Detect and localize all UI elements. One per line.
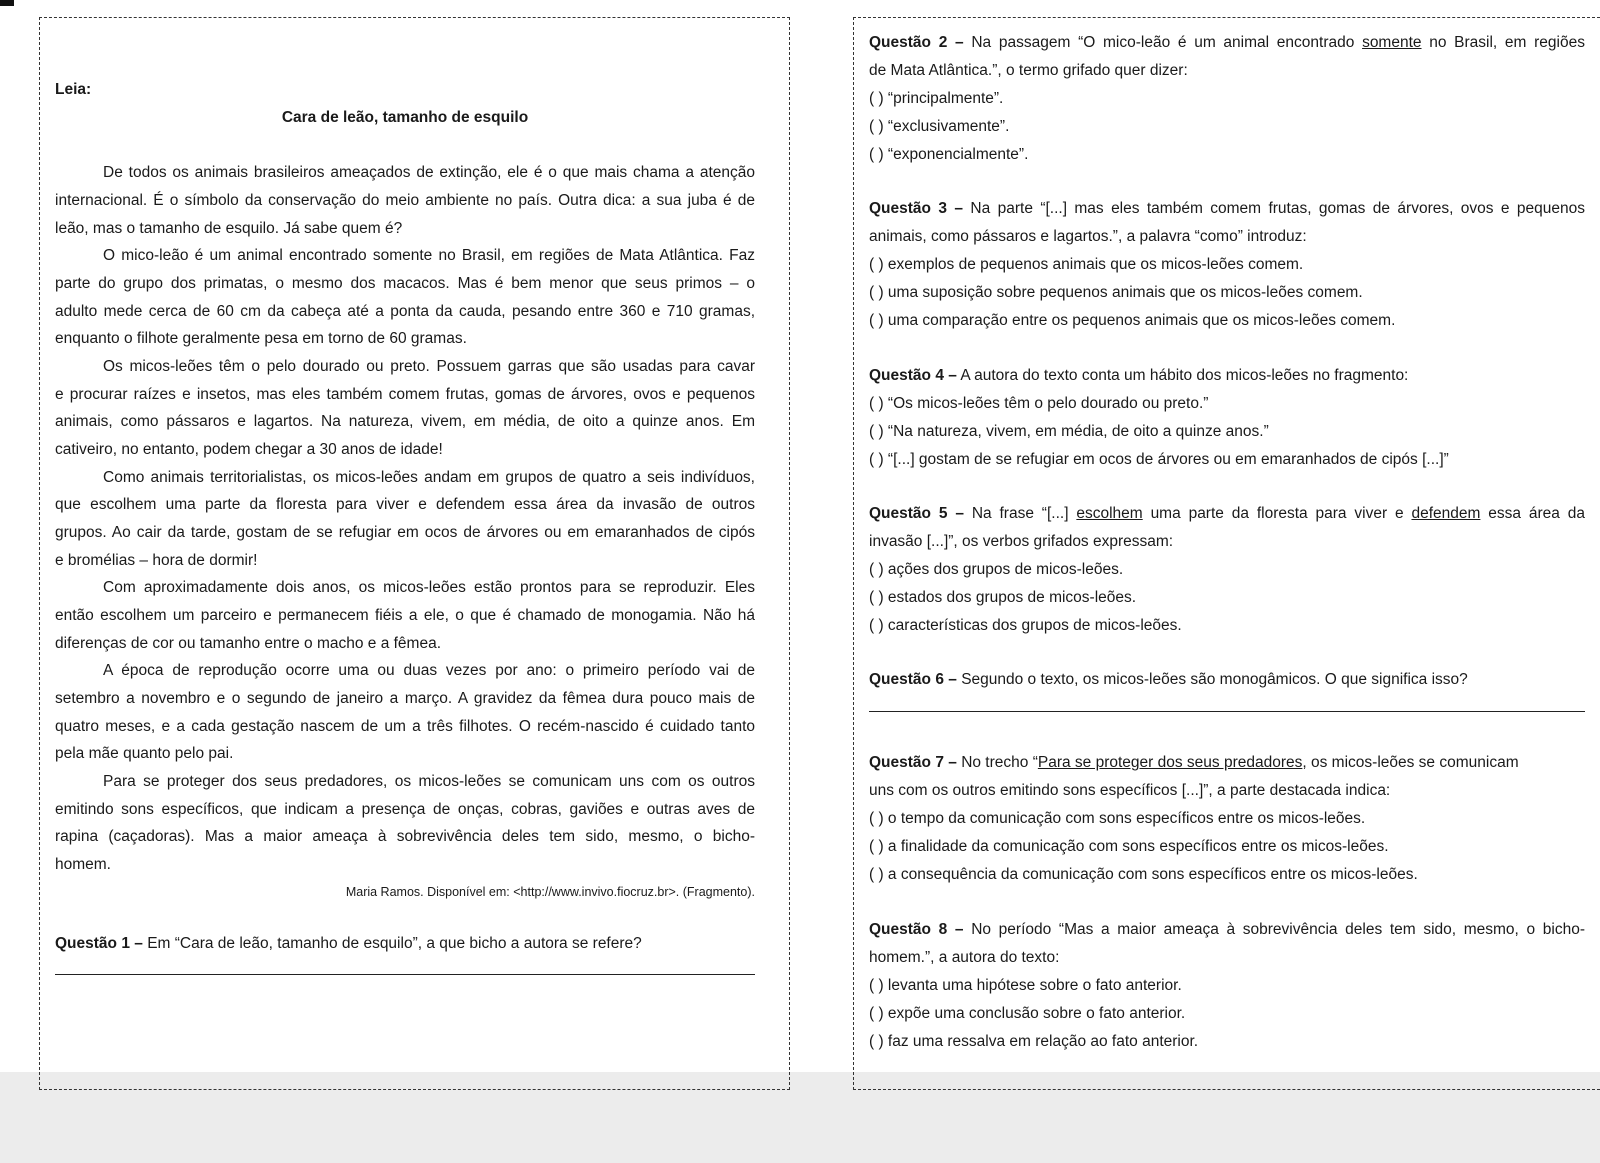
answer-option[interactable]: ( ) faz uma ressalva em relação ao fato anterior. <box>869 1033 1199 1050</box>
answer-option[interactable]: ( ) características dos grupos de micos-leões. <box>869 617 1182 634</box>
question-8 <box>869 920 1585 940</box>
answer-option[interactable]: ( ) “exponencialmente”. <box>869 146 1029 163</box>
paragraph-line: parte do grupo dos primatas, o mesmo dos macacos. Mas é bem menor que seus primos – o <box>55 275 755 292</box>
question-text: de Mata Atlântica.”, o termo grifado quer dizer: <box>869 62 1188 79</box>
question-text: uns com os outros emitindo sons específicos [...]”, a parte destacada indica: <box>869 782 1391 799</box>
answer-option[interactable]: ( ) “principalmente”. <box>869 90 1004 107</box>
question-text: animais, como pássaros e lagartos.”, a palavra “como” introduz: <box>869 228 1307 245</box>
paragraph-line: A época de reprodução ocorre uma ou duas vezes por ano: o primeiro período vai de <box>103 662 755 679</box>
question-text: , os micos-leões se comunicam <box>1302 754 1519 771</box>
answer-option[interactable]: ( ) a consequência da comunicação com sons específicos entre os micos-leões. <box>869 866 1418 883</box>
paragraph-line: diferenças de cor ou tamanho entre o macho e a fêmea. <box>55 635 442 652</box>
question-label: Questão 8 – <box>869 921 964 938</box>
answer-option[interactable]: ( ) o tempo da comunicação com sons específicos entre os micos-leões. <box>869 810 1366 827</box>
paragraph-line: internacional. É o símbolo da conservação do meio ambiente no país. Outra dica: a sua juba é de <box>55 192 755 209</box>
paragraph-line: quatro meses, e a cada gestação nascem de um a três filhotes. O recém-nascido é cuidado tanto <box>55 718 755 735</box>
question-label: Questão 4 – <box>869 367 957 384</box>
answer-option[interactable]: ( ) “[...] gostam de se refugiar em ocos de árvores ou em emaranhados de cipós [...]” <box>869 451 1449 468</box>
question-text: A autora do texto conta um hábito dos micos-leões no fragmento: <box>960 367 1409 384</box>
paragraph-line: Como animais territorialistas, os micos-leões andam em grupos de quatro a seis indivíduos, <box>103 469 755 486</box>
intro-label: Leia: <box>55 81 92 98</box>
question-2 <box>869 33 1585 53</box>
question-4 <box>869 366 1408 386</box>
paragraph-line: Para se proteger dos seus predadores, os micos-leões se comunicam uns com os outros <box>103 773 755 790</box>
underlined-phrase: Para se proteger dos seus predadores <box>1037 754 1303 771</box>
question-text: Na passagem “O mico-leão é um animal encontrado <box>971 34 1355 51</box>
answer-option[interactable]: ( ) uma comparação entre os pequenos animais que os micos-leões comem. <box>869 312 1396 329</box>
underlined-term: somente <box>1362 34 1422 51</box>
answer-option[interactable]: ( ) estados dos grupos de micos-leões. <box>869 589 1137 606</box>
paragraph-line: De todos os animais brasileiros ameaçados de extinção, ele é o que mais chama a atenção <box>103 164 755 181</box>
paragraph-line: rapina (caçadoras). Mas a maior ameaça à sobrevivência deles tem sido, mesmo, o bicho- <box>55 828 755 845</box>
answer-option[interactable]: ( ) ações dos grupos de micos-leões. <box>869 561 1124 578</box>
question-label: Questão 5 – <box>869 505 964 522</box>
question-6 <box>869 670 1468 690</box>
paragraph-line: cativeiro, no entanto, podem chegar a 30 anos de idade! <box>55 441 443 458</box>
answer-option[interactable]: ( ) a finalidade da comunicação com sons específicos entre os micos-leões. <box>869 838 1389 855</box>
answer-option[interactable]: ( ) uma suposição sobre pequenos animais que os micos-leões comem. <box>869 284 1363 301</box>
question-text: Na frase “[...] <box>971 505 1069 522</box>
answer-option[interactable]: ( ) expõe uma conclusão sobre o fato anterior. <box>869 1005 1186 1022</box>
underlined-verb: defendem <box>1411 505 1481 522</box>
question-3 <box>869 199 1585 219</box>
question-7 <box>869 753 1585 773</box>
question-text: No trecho “ <box>961 754 1038 771</box>
question-text: no Brasil, em regiões <box>1429 34 1585 51</box>
text-title: Cara de leão, tamanho de esquilo <box>281 109 529 126</box>
question-text: homem.”, a autora do texto: <box>869 949 1060 966</box>
paragraph-line: então escolhem um parceiro e permanecem fiéis a ele, o que é chamado de monogamia. Não há <box>55 607 755 624</box>
answer-option[interactable]: ( ) “Os micos-leões têm o pelo dourado ou preto.” <box>869 395 1209 412</box>
paragraph-line: pela mãe quanto pelo pai. <box>55 745 234 762</box>
scan-corner-mark <box>0 0 14 6</box>
question-label: Questão 1 – <box>55 935 143 952</box>
answer-option[interactable]: ( ) levanta uma hipótese sobre o fato anterior. <box>869 977 1182 994</box>
question-text: invasão [...]”, os verbos grifados expressam: <box>869 533 1174 550</box>
question-label: Questão 3 – <box>869 200 964 217</box>
paragraph-line: setembro a novembro e o segundo de janeiro a março. A gravidez da fêmea dura pouco mais de <box>55 690 755 707</box>
paragraph-line: e bromélias – hora de dormir! <box>55 552 258 569</box>
paragraph-line: leão, mas o tamanho de esquilo. Já sabe quem é? <box>55 220 403 237</box>
answer-line[interactable] <box>869 711 1585 712</box>
question-label: Questão 6 – <box>869 671 957 688</box>
source-citation: Maria Ramos. Disponível em: <http://www.invivo.fiocruz.br>. (Fragmento). <box>345 885 755 899</box>
paragraph-line: grupos. Ao cair da tarde, gostam de se refugiar em ocos de árvores ou em emaranhados de cipós <box>55 524 755 541</box>
answer-line[interactable] <box>55 974 755 975</box>
answer-option[interactable]: ( ) “Na natureza, vivem, em média, de oito a quinze anos.” <box>869 423 1269 440</box>
question-text: essa área da <box>1488 505 1585 522</box>
question-label: Questão 2 – <box>869 34 964 51</box>
paragraph-line: homem. <box>55 856 111 873</box>
paragraph-line: que escolhem uma parte da floresta para viver e defendem essa área da invasão de outros <box>55 496 755 513</box>
question-text: Em “Cara de leão, tamanho de esquilo”, a que bicho a autora se refere? <box>147 935 642 952</box>
paragraph-line: O mico-leão é um animal encontrado somente no Brasil, em regiões de Mata Atlântica. Faz <box>103 247 755 264</box>
paragraph-line: Com aproximadamente dois anos, os micos-leões estão prontos para se reproduzir. Eles <box>103 579 755 596</box>
question-text: Segundo o texto, os micos-leões são monogâmicos. O que significa isso? <box>961 671 1468 688</box>
paragraph-line: Os micos-leões têm o pelo dourado ou preto. Possuem garras que são usadas para cavar <box>103 358 755 375</box>
question-text: uma parte da floresta para viver e <box>1150 505 1404 522</box>
question-5 <box>869 504 1585 524</box>
paragraph-line: enquanto o filhote geralmente pesa em torno de 60 gramas. <box>55 330 467 347</box>
question-1 <box>55 934 642 954</box>
paragraph-line: emitindo sons específicos, que indicam a presença de onças, cobras, gaviões e outras aves de <box>55 801 755 818</box>
answer-option[interactable]: ( ) exemplos de pequenos animais que os micos-leões comem. <box>869 256 1304 273</box>
paragraph-line: adulto mede cerca de 60 cm da cabeça até a ponta da cauda, pesando entre 360 e 710 gramas, <box>55 303 755 320</box>
question-text: No período “Mas a maior ameaça à sobrevivência deles tem sido, mesmo, o bicho- <box>971 921 1585 938</box>
paragraph-line: animais, como pássaros e lagartos. Na natureza, vivem, em média, de oito a quinze anos. Em <box>55 413 755 430</box>
paragraph-line: e procurar raízes e insetos, mas eles também comem frutas, gomas de árvores, ovos e pequenos <box>55 386 755 403</box>
answer-option[interactable]: ( ) “exclusivamente”. <box>869 118 1010 135</box>
question-text: Na parte “[...] mas eles também comem frutas, gomas de árvores, ovos e pequenos <box>970 200 1586 217</box>
underlined-verb: escolhem <box>1076 505 1143 522</box>
question-label: Questão 7 – <box>869 754 957 771</box>
